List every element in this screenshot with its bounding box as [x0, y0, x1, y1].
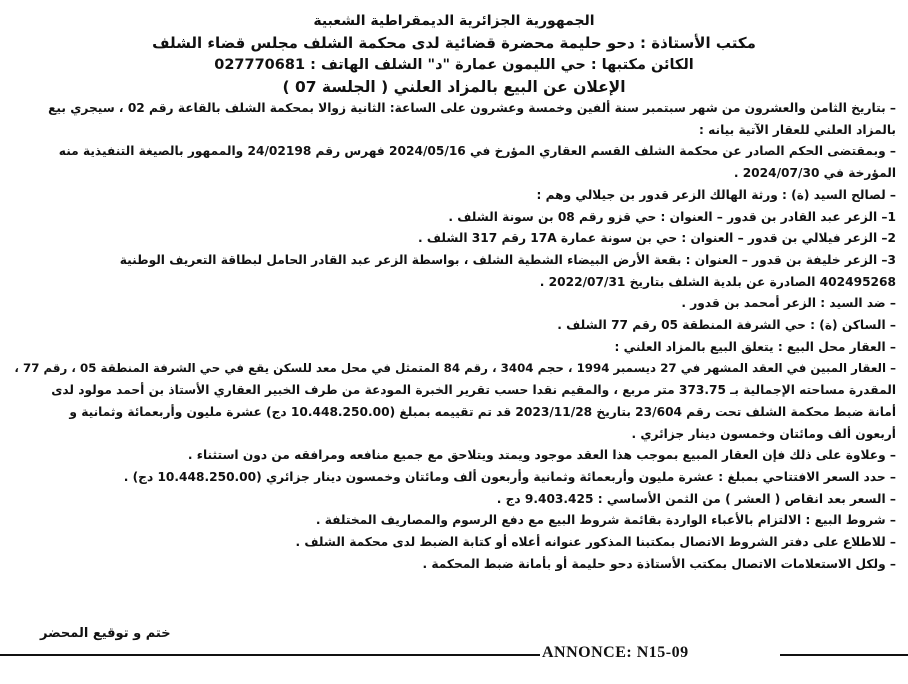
- notice-body: [12, 98, 896, 575]
- body-line: – ضد السيد : الزعر أمحمد بن قدور .: [681, 296, 896, 311]
- body-line: 402495268 الصادرة عن بلدية الشلف بتاريخ 2022/07/31 .: [539, 274, 896, 289]
- notice-header: [12, 10, 896, 98]
- body-line: – العقار محل البيع : يتعلق البيع بالمزاد العلني :: [614, 339, 896, 354]
- body-line: – حدد السعر الافتتاحي بمبلغ : عشرة مليون وأربعمائة وثمانية وأربعون ألف ومائتان وخمسون دينار جزائري (10.448.250.00 دج) .: [123, 469, 896, 484]
- body-line: 3– الزعر خليفة بن قدور – العنوان : بقعة الأرض البيضاء الشطية الشلف ، بواسطة الزعر عبد القادر الحامل لبطاقة التعريف الوطنية: [119, 252, 896, 267]
- body-line: – السعر بعد انقاص ( العشر ) من الثمن الأساسي : 9.403.425 دج .: [496, 491, 896, 506]
- footer-rule-left: [0, 654, 540, 656]
- body-line: بالمزاد العلني للعقار الآتية بيانه :: [699, 122, 896, 137]
- signature-label: ختم و توقيع المحضر: [40, 626, 171, 641]
- body-line: – ولكل الاستعلامات الاتصال بمكتب الأستاذة دحو حليمة أو بأمانة ضبط المحكمة .: [422, 556, 896, 571]
- office-line: مكتب الأستاذة : دحو حليمة محضرة قضائية لدى محكمة الشلف مجلس قضاء الشلف: [152, 34, 756, 52]
- body-line: المؤرخة في 2024/07/30 .: [733, 166, 896, 181]
- address-line: الكائن مكتبها : حي الليمون عمارة "د" الشلف الهاتف : 027770681: [214, 57, 694, 73]
- annonce-number: ANNONCE: N15-09: [542, 644, 689, 661]
- body-line: – شروط البيع : الالتزام بالأعباء الواردة بقائمة شروط البيع مع دفع الرسوم والمصاريف المختلفة .: [315, 513, 896, 528]
- body-line: – العقار المبين في العقد المشهر في 27 ديسمبر 1994 ، حجم 3404 ، رقم 84 المتمثل في محل معد للسكن يقع في حي الشرفة المنطقة 05 ، رقم 77 ،: [14, 361, 896, 376]
- body-line: – بتاريخ الثامن والعشرون من شهر سبتمبر سنة ألفين وخمسة وعشرون على الساعة: الثانية زوالا بمحكمة الشلف بالقاعة رقم 02 ، سيجري بيع: [48, 101, 896, 115]
- body-line: المقدرة مساحته الإجمالية بـ 373.75 متر مربع ، والمقيم نقدا حسب تقرير الخبرة المودعة من طرف الخبير العقاري الأستاذ بن أحمد مولود لدى: [51, 383, 896, 398]
- body-line: – وعلاوة على ذلك فإن العقار المبيع بموجب هذا العقد موجود ويمتد ويتلاحق مع جميع منافعه ومرافقه من دون استثناء .: [187, 448, 896, 463]
- body-line: – وبمقتضى الحكم الصادر عن محكمة الشلف القسم العقاري المؤرخ في 2024/05/16 فهرس رقم 24/02198 والممهور بالصيغة التنفيذية منه: [58, 144, 896, 159]
- notice-title: الإعلان عن البيع بالمزاد العلني ( الجلسة 07 ): [282, 78, 626, 96]
- body-line: – الساكن (ة) : حي الشرفة المنطقة 05 رقم 77 الشلف .: [557, 318, 896, 333]
- body-line: أمانة ضبط محكمة الشلف تحت رقم 23/604 بتاريخ 2023/11/28 قد تم تقييمه بمبلغ (10.448.250.00 دج) عشرة مليون وأربعمائة وثمانية و: [69, 404, 896, 419]
- body-line: – للاطلاع على دفتر الشروط الاتصال بمكتبنا المذكور عنوانه أعلاه أو كتابة الضبط لدى محكمة الشلف .: [295, 535, 896, 550]
- body-line: 1– الزعر عبد القادر بن قدور – العنوان : حي قزو رقم 08 بن سونة الشلف .: [448, 209, 896, 224]
- republic-title: الجمهورية الجزائرية الديمقراطية الشعبية: [313, 13, 595, 29]
- notice-footer: [0, 624, 908, 684]
- body-line: أربعون ألف ومائتان وخمسون دينار جزائري .: [631, 426, 896, 441]
- body-line: – لصالح السيد (ة) : ورثة الهالك الزعر قدور بن جيلالي وهم :: [536, 187, 896, 202]
- footer-rule-right: [780, 654, 908, 656]
- body-line: 2– الزعر فيلالي بن قدور – العنوان : حي بن سونة عمارة 17A رقم 317 الشلف .: [417, 231, 896, 246]
